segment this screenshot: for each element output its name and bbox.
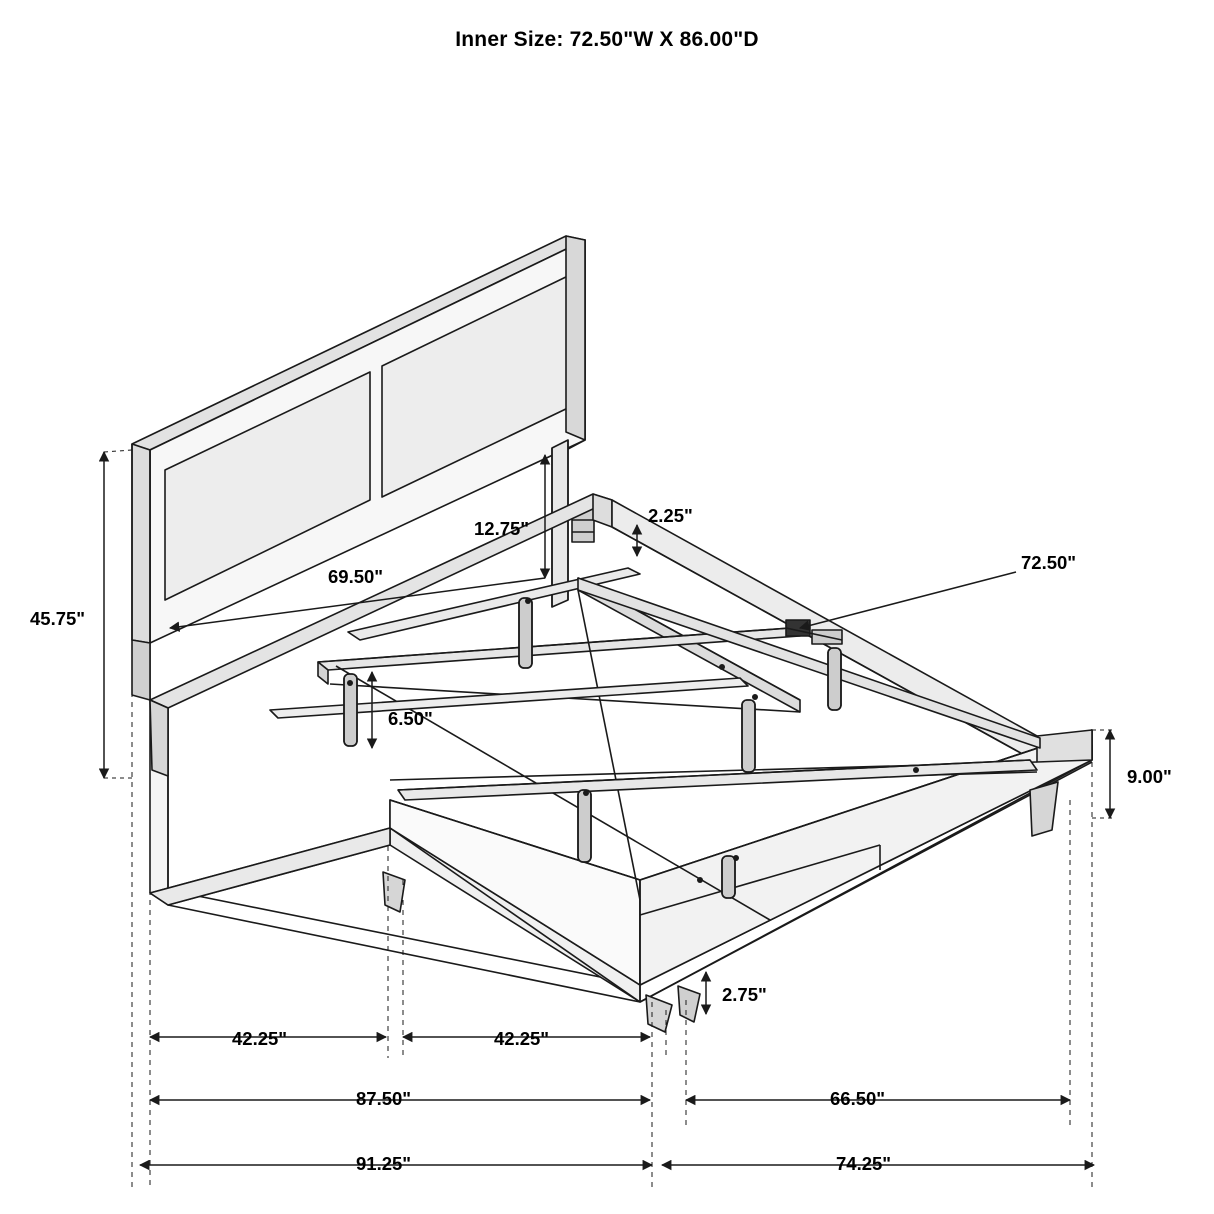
dimension-label-overall-depth: 91.25" bbox=[356, 1153, 412, 1174]
page-title: Inner Size: 72.50"W X 86.00"D bbox=[455, 28, 759, 51]
dimension-label-leg-height: 2.75" bbox=[722, 984, 767, 1005]
dimension-label-center-leg-height: 6.50" bbox=[388, 708, 433, 729]
dimension-label-slat-support-width: 72.50" bbox=[1021, 552, 1077, 573]
dimension-label-half-width-left: 42.25" bbox=[232, 1028, 288, 1049]
dimension-label-headboard-width-inner: 69.50" bbox=[328, 566, 384, 587]
dimension-label-rail-thickness: 2.25" bbox=[648, 505, 693, 526]
dimension-label-headboard-height: 45.75" bbox=[30, 608, 86, 629]
bed-geometry bbox=[132, 236, 1092, 1032]
dimension-label-overall-width: 74.25" bbox=[836, 1153, 892, 1174]
dimension-label-overall-width-upper: 66.50" bbox=[830, 1088, 886, 1109]
dimension-label-deck-height: 9.00" bbox=[1127, 766, 1172, 787]
dimension-label-half-width-right: 42.25" bbox=[494, 1028, 550, 1049]
dimension-label-overall-depth-upper: 87.50" bbox=[356, 1088, 412, 1109]
dimension-label-headboard-panel-height: 12.75" bbox=[474, 518, 530, 539]
